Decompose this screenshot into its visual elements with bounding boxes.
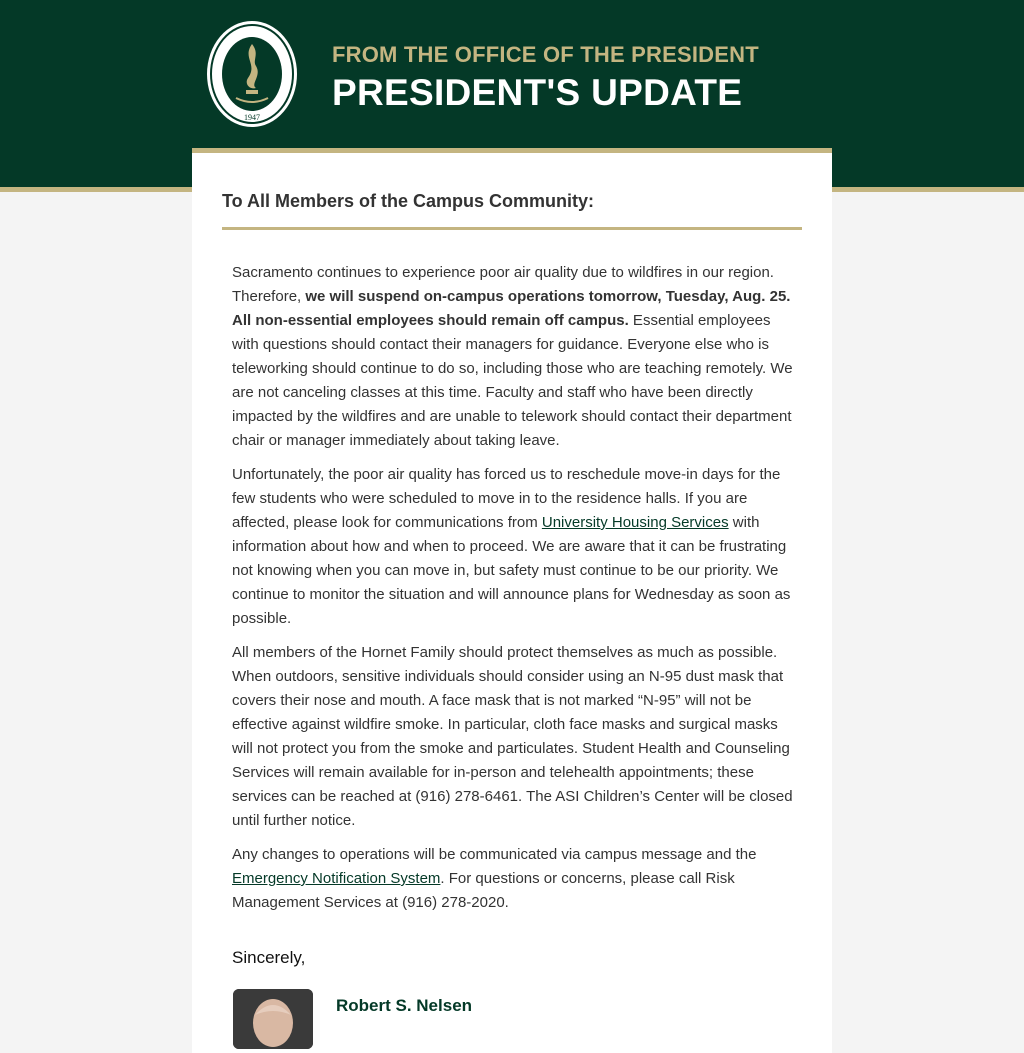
- closing: Sincerely,: [232, 948, 306, 967]
- letter-card: [192, 148, 832, 1053]
- page-title: PRESIDENT'S UPDATE: [332, 72, 743, 113]
- housing-services-link[interactable]: University Housing Services: [541, 514, 729, 531]
- paragraph-1: Sacramento continues to experience poor air quality due to wildfires in our region. Therefore, we will suspend on-campus operations tomorrow, Tuesday, Aug. 25. All non-essential employees should remain off campus. Essential employees with questions should contact their managers for guidance. Everyone else who is teleworking should continue to do so, including those who are teaching remotely. We are not canceling classes at this time. Faculty and staff who have been directly impacted by the wildfires and are unable to telework should contact their department chair or manager immediately about taking leave.: [232, 264, 793, 449]
- university-seal-icon: [206, 20, 298, 128]
- paragraph-4: Any changes to operations will be communicated via campus message and the Emergency Notification System. For questions or concerns, please call Risk Management Services at (916) 278-2020.: [232, 846, 757, 911]
- president-headshot: [233, 989, 313, 1049]
- paragraph-2: Unfortunately, the poor air quality has forced us to reschedule move-in days for the few students who were scheduled to move in to the residence halls. If you are affected, please look for communications from University Housing Services with information about how and when to proceed. We are aware that it can be frustrating not knowing when you can move in, but safety must continue to be our priority. We continue to monitor the situation and will announce plans for Wednesday as soon as possible.: [232, 466, 791, 627]
- announcement-bold: we will suspend on-campus operations tomorrow, Tuesday, Aug. 25. All non-essential employees should remain off campus.: [232, 288, 791, 329]
- greeting: To All Members of the Campus Community:: [222, 191, 595, 211]
- office-kicker: FROM THE OFFICE OF THE PRESIDENT: [332, 42, 759, 67]
- greeting-divider: [222, 227, 802, 230]
- svg-text:1947: 1947: [244, 113, 260, 122]
- paragraph-3: All members of the Hornet Family should protect themselves as much as possible. When outdoors, sensitive individuals should consider using an N-95 dust mask that covers their nose and mouth. A face mask that is not marked “N-95” will not be effective against wildfire smoke. In particular, cloth face masks and surgical masks will not protect you from the smoke and particulates. Student Health and Counseling Services will remain available for in-person and telehealth appointments; these services can be reached at (916) 278-6461. The ASI Children’s Center will be closed until further notice.: [232, 644, 793, 829]
- signatory-name: Robert S. Nelsen: [336, 996, 473, 1015]
- emergency-notification-link[interactable]: Emergency Notification System: [232, 870, 441, 887]
- letter-body: [232, 261, 797, 925]
